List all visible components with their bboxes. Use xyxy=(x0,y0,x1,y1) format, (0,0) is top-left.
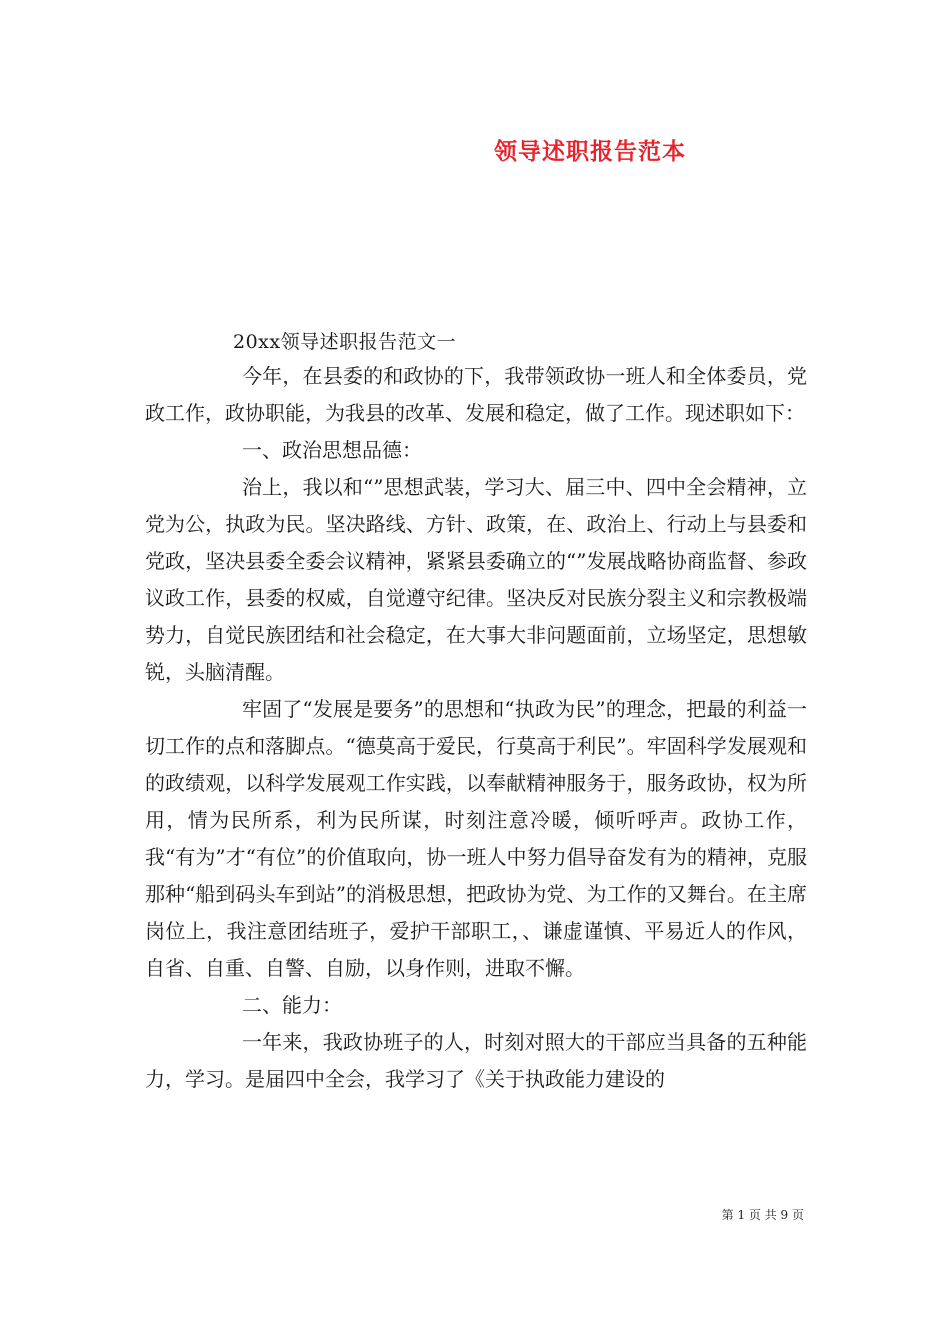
page-number-footer: 第 1 页 共 9 页 xyxy=(721,1208,804,1222)
document-title: 领导述职报告范本 xyxy=(494,138,686,165)
document-body xyxy=(145,358,807,1098)
paragraph-political-2: 牢固了“发展是要务”的思想和“执政为民”的理念，把最的利益一切工作的点和落脚点。“德莫高于爱民，行莫高于利民”。牢固科学发展观和的政绩观，以科学发展观工作实践，以奉献精神服务于，服务政协，权为所用，情为民所系，利为民所谋，时刻注意冷暖，倾听呼声。政协工作，我“有为”才“有位”的价值取向，协一班人中努力倡导奋发有为的精神，克服那种“船到码头车到站”的消极思想，把政协为党、为工作的又舞台。在主席岗位上，我注意团结班子，爱护干部职工，、谦虚谨慎、平易近人的作风，自省、自重、自警、自励，以身作则，进取不懈。 xyxy=(145,697,807,980)
paragraph-political-1: 治上，我以和“”思想武装，学习大、届三中、四中全会精神，立党为公，执政为民。坚决路线、方针、政策，在、政治上、行动上与县委和党政，坚决县委全委会议精神，紧紧县委确立的“”发展战略协商监督、参政议政工作，县委的权威，自觉遵守纪律。坚决反对民族分裂主义和宗教极端势力，自觉民族团结和社会稳定，在大事大非问题面前，立场坚定，思想敏锐，头脑清醒。 xyxy=(145,475,807,684)
paragraph-ability-1: 一年来，我政协班子的人，时刻对照大的干部应当具备的五种能力，学习。是届四中全会，我学习了《关于执政能力建设的 xyxy=(145,1030,807,1091)
document-subtitle: 20xx领导述职报告范文一 xyxy=(233,331,457,353)
section-heading-political: 一、政治思想品德： xyxy=(242,438,422,462)
paragraph-intro: 今年，在县委的和政协的下，我带领政协一班人和全体委员，党政工作，政协职能，为我县的改革、发展和稳定，做了工作。现述职如下： xyxy=(145,364,807,425)
section-heading-ability: 二、能力： xyxy=(242,993,342,1017)
